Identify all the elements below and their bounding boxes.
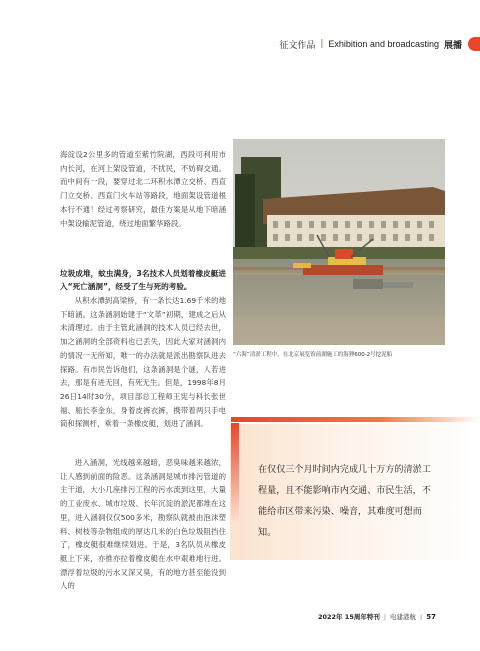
section-tab-marker bbox=[468, 37, 480, 51]
section-title-cn: 征文作品 bbox=[279, 40, 316, 51]
section-label-end: 展播 bbox=[443, 40, 462, 51]
header-separator: | bbox=[320, 39, 324, 49]
footer-separator: | bbox=[420, 612, 423, 621]
page-number: 57 bbox=[426, 612, 436, 621]
section-header bbox=[279, 36, 480, 52]
dredger-photo bbox=[233, 139, 445, 345]
footer-issue-title: 2022年 15周年特刊 bbox=[317, 613, 380, 621]
quote-accent-side bbox=[231, 423, 239, 523]
article-subheading: 垃圾成堆，蚊虫满身，3名技术人员划着橡皮艇进入“死亡涵洞”，经受了生与死的考验。 bbox=[60, 269, 226, 291]
photo-caption: “六海”清淤工程中，在北京展览馆前湖施工的海狸600-2号挖泥船 bbox=[233, 352, 393, 358]
quote-accent-bar bbox=[231, 417, 480, 422]
footer-separator: | bbox=[383, 612, 387, 621]
section-title-en: Exhibition and broadcasting bbox=[328, 39, 439, 49]
pull-quote-text: 在仅仅三个月时间内完成几十万方的清淤工程量，且不能影响市内交通、市民生活，不能给市区带来污染、噪音，其难度可想而知。 bbox=[258, 465, 431, 538]
article-paragraph-2: 从积水潭到高梁桥，有一条长达1.69千米的地下暗涵。这条涵洞始建于“文革”初期，建成之后从未清理过。由于主管此涵洞的技术人员已经去世，加之涵洞的全部资料也已丢失，因此大家对涵洞内的情况一无所知，唯一的办法就是派出勘察队进去探路。有市民告诉他们，这条涵洞是个谜，人若进去，那是有进无回，有死无生。但是，1998年8月26日14时30分，项目部总工程师王宪与科长张世福、船长李金东，身着皮裤衣裤，携带着两只手电筒和探测杆，乘着一条橡皮艇，划进了涵洞。 bbox=[60, 296, 226, 429]
page-footer bbox=[318, 612, 436, 621]
article-paragraph-1: 海淀设2公里多的管道至紫竹院湖，西段可利用市内长河，在河上架设管道，不扰民，不妨碍交通。而中间有一段，要穿过北二环积水潭立交桥、西直门立交桥、西直门火车站等路段，地面架设管道根本行不通！经过考察研究，最佳方案是从地下暗涵中架设输泥管道，绕过地面繁华路段。 bbox=[60, 150, 226, 228]
article-paragraph-3: 进入涵洞，光线越来越暗，恶臭味越来越浓，让人感到前面的险恶。这条涵洞是城市排污管道的主干道，大小几座排污工程的污水流到这里，大量的工业废水、城市垃圾、长年沉淀的淤泥都堆在这里，进入涵洞仅仅500多米，勘察队就被由泡沫塑料、树枝等杂物组成的厚达几米的白色垃圾阻挡住了，橡皮艇很难继续划进。于是，3名队员从橡皮艇上下来，亦推亦拉着橡皮艇在水中艰难地行进。漂浮着垃圾的污水又深又臭，有的地方甚至能没到人的 bbox=[60, 458, 226, 591]
footer-brand: 电建港航 bbox=[390, 613, 417, 621]
